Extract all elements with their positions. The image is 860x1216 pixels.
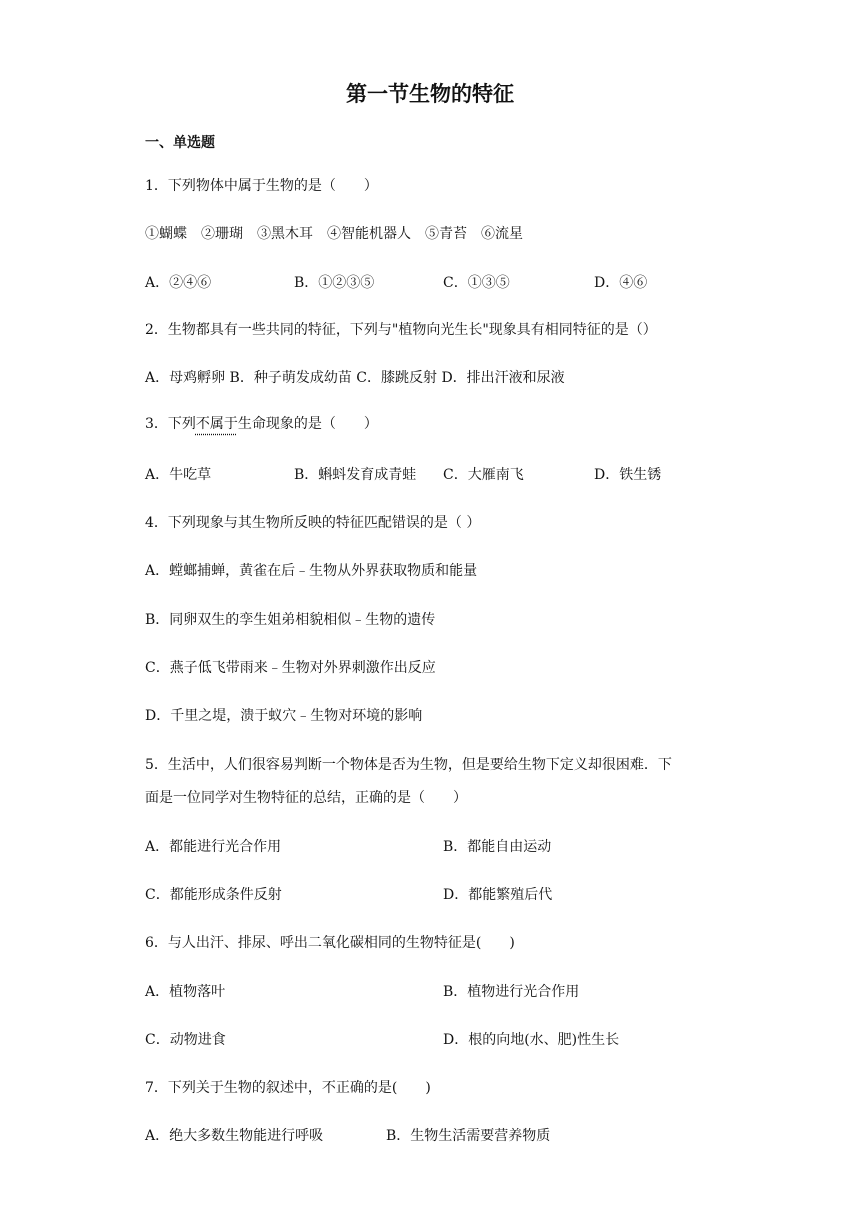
question-5-option-c: C．都能形成条件反射 — [145, 887, 282, 903]
question-3-option-b: B．蝌蚪发育成青蛙 — [294, 467, 417, 483]
question-6-stem: 6．与人出汗、排尿、呼出二氧化碳相同的生物特征是( ) — [145, 935, 515, 951]
question-7-option-a: A．绝大多数生物能进行呼吸 — [145, 1128, 324, 1144]
question-3-option-c: C．大雁南飞 — [443, 467, 524, 483]
question-1-option-a: A．②④⑥ — [145, 275, 212, 291]
question-1-stem: 1．下列物体中属于生物的是（ ） — [145, 178, 378, 194]
page-title: 第一节生物的特征 — [346, 82, 514, 106]
question-3-stem — [145, 414, 378, 434]
question-2-options: A．母鸡孵卵 B．种子萌发成幼苗 C．膝跳反射 D．排出汗液和尿液 — [145, 370, 565, 386]
section-heading: 一、单选题 — [145, 135, 215, 151]
question-7-stem: 7．下列关于生物的叙述中，不正确的是( ) — [145, 1080, 431, 1096]
question-4-option-b: B．同卵双生的孪生姐弟相貌相似﹣生物的遗传 — [145, 612, 436, 628]
question-7-option-b: B．生物生活需要营养物质 — [386, 1128, 551, 1144]
question-6-option-c: C．动物进食 — [145, 1032, 226, 1048]
question-3-stem-suffix: 生命现象的是（ ） — [237, 416, 378, 432]
question-1-option-b: B．①②③⑤ — [294, 275, 375, 291]
question-6-option-b: B．植物进行光合作用 — [443, 984, 580, 1000]
question-4-option-c: C．燕子低飞带雨来﹣生物对外界刺激作出反应 — [145, 660, 436, 676]
question-4-option-a: A．螳螂捕蝉，黄雀在后﹣生物从外界获取物质和能量 — [145, 563, 478, 579]
question-3-option-a: A．牛吃草 — [145, 467, 212, 483]
question-1-option-d: D．④⑥ — [594, 275, 648, 291]
question-3-emphasis-text: 不属于 — [195, 416, 238, 432]
question-5-option-d: D．都能繁殖后代 — [443, 887, 553, 903]
question-3-option-d: D．铁生锈 — [594, 467, 662, 483]
question-5-option-b: B．都能自由运动 — [443, 839, 552, 855]
question-1-items: ①蝴蝶 ②珊瑚 ③黑木耳 ④智能机器人 ⑤青苔 ⑥流星 — [145, 226, 523, 242]
question-6-option-d: D．根的向地(水、肥)性生长 — [443, 1032, 620, 1048]
question-5-stem-line-1: 5．生活中，人们很容易判断一个物体是否为生物，但是要给生物下定义却很困难．下 — [145, 757, 672, 773]
question-5-option-a: A．都能进行光合作用 — [145, 839, 282, 855]
question-3-emphasis — [196, 416, 238, 432]
question-4-option-d: D．千里之堤，溃于蚁穴﹣生物对环境的影响 — [145, 708, 423, 724]
question-1-option-c: C．①③⑤ — [443, 275, 510, 291]
question-3-stem-prefix: 3．下列 — [145, 416, 196, 432]
question-5-stem-line-2: 面是一位同学对生物特征的总结，正确的是（ ） — [145, 790, 467, 806]
question-4-stem: 4．下列现象与其生物所反映的特征匹配错误的是（ ） — [145, 515, 481, 531]
question-2-stem: 2．生物都具有一些共同的特征，下列与"植物向光生长"现象具有相同特征的是（） — [145, 322, 657, 338]
question-6-option-a: A．植物落叶 — [145, 984, 226, 1000]
